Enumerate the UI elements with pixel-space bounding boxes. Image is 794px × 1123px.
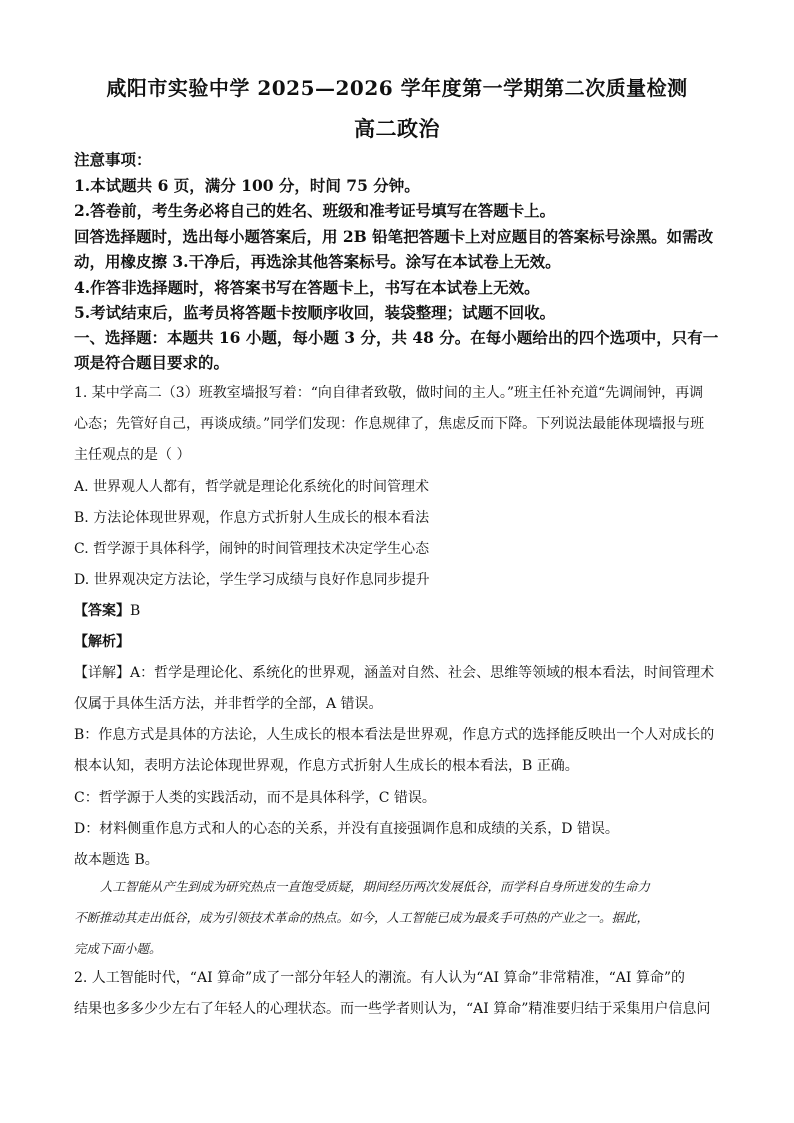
- answer-value: B: [130, 603, 141, 619]
- analysis-conclusion: 故本题选 B。: [74, 852, 159, 868]
- notice-item: 动，用橡皮擦 3.干净后，再选涂其他答案标号。涂写在本试卷上无效。: [74, 252, 561, 271]
- reading-passage: 完成下面小题。: [74, 941, 162, 956]
- analysis-detail: 仅属于具体生活方法，并非哲学的全部，A 错误。: [74, 696, 383, 712]
- exam-subject: 高二政治: [354, 116, 440, 141]
- question-2-stem: 2. 人工智能时代，“AI 算命”成了一部分年轻人的潮流。有人认为“AI 算命”非常精准，“AI 算命”的: [74, 970, 686, 986]
- question-1-stem: 心态；先管好自己，再谈成绩。”同学们发现：作息规律了，焦虑反而下降。下列说法最能体现墙报与班: [74, 416, 705, 432]
- notice-item: 回答选择题时，选出每小题答案后，用 2B 铅笔把答题卡上对应题目的答案标号涂黑。如需改: [74, 227, 714, 246]
- analysis-detail: C：哲学源于人类的实践活动，而不是具体科学，C 错误。: [74, 790, 436, 806]
- question-1-option-d: D. 世界观决定方法论，学生学习成绩与良好作息同步提升: [74, 572, 430, 588]
- question-1-option-a: A. 世界观人人都有，哲学就是理论化系统化的时间管理术: [74, 479, 430, 495]
- notice-item: 4.作答非选择题时，将答案书写在答题卡上，书写在本试卷上无效。: [74, 278, 540, 297]
- answer-row: [74, 600, 724, 620]
- section-heading: 一、选择题：本题共 16 小题，每小题 3 分，共 48 分。在每小题给出的四个选项中，只有一: [74, 328, 719, 347]
- question-1-stem: 主任观点的是（ ）: [74, 447, 191, 463]
- analysis-detail: D：材料侧重作息方式和人的心态的关系，并没有直接强调作息和成绩的关系，D 错误。: [74, 821, 619, 837]
- answer-label: 【答案】: [74, 603, 130, 619]
- question-2-stem: 结果也多多少少左右了年轻人的心理状态。而一些学者则认为，“AI 算命”精准要归结于采集用户信息问: [74, 1001, 711, 1017]
- notice-heading: 注意事项：: [74, 150, 152, 169]
- notice-item: 5.考试结束后，监考员将答题卡按顺序收回，装袋整理；试题不回收。: [74, 303, 556, 322]
- analysis-label: 【解析】: [74, 634, 130, 650]
- question-1-option-c: C. 哲学源于具体科学，闹钟的时间管理技术决定学生心态: [74, 541, 430, 557]
- question-1-option-b: B. 方法论体现世界观，作息方式折射人生成长的根本看法: [74, 510, 430, 526]
- notice-item: 1.本试题共 6 页，满分 100 分，时间 75 分钟。: [74, 176, 420, 195]
- section-heading: 项是符合题目要求的。: [74, 353, 230, 372]
- analysis-detail: B：作息方式是具体的方法论，人生成长的根本看法是世界观，作息方式的选择能反映出一个人对成长的: [74, 727, 715, 743]
- notice-item: 2.答卷前，考生务必将自己的姓名、班级和准考证号填写在答题卡上。: [74, 201, 556, 220]
- exam-title: 咸阳市实验中学 2025—2026 学年度第一学期第二次质量检测: [106, 76, 688, 100]
- question-1-stem: 1. 某中学高二（3）班教室墙报写着：“向自律者致敬，做时间的主人。”班主任补充道“先调闹钟，再调: [74, 385, 704, 401]
- reading-passage: 不断推动其走出低谷，成为引领技术革命的热点。如今，人工智能已成为最炙手可热的产业之一。据此，: [74, 910, 650, 925]
- reading-passage: 人工智能从产生到成为研究热点一直饱受质疑，期间经历两次发展低谷，而学科自身所迸发的生命力: [100, 879, 651, 894]
- analysis-detail: 根本认知，表明方法论体现世界观，作息方式折射人生成长的根本看法，B 正确。: [74, 758, 579, 774]
- analysis-detail: 【详解】A：哲学是理论化、系统化的世界观，涵盖对自然、社会、思维等领域的根本看法，时间管理术: [74, 665, 715, 681]
